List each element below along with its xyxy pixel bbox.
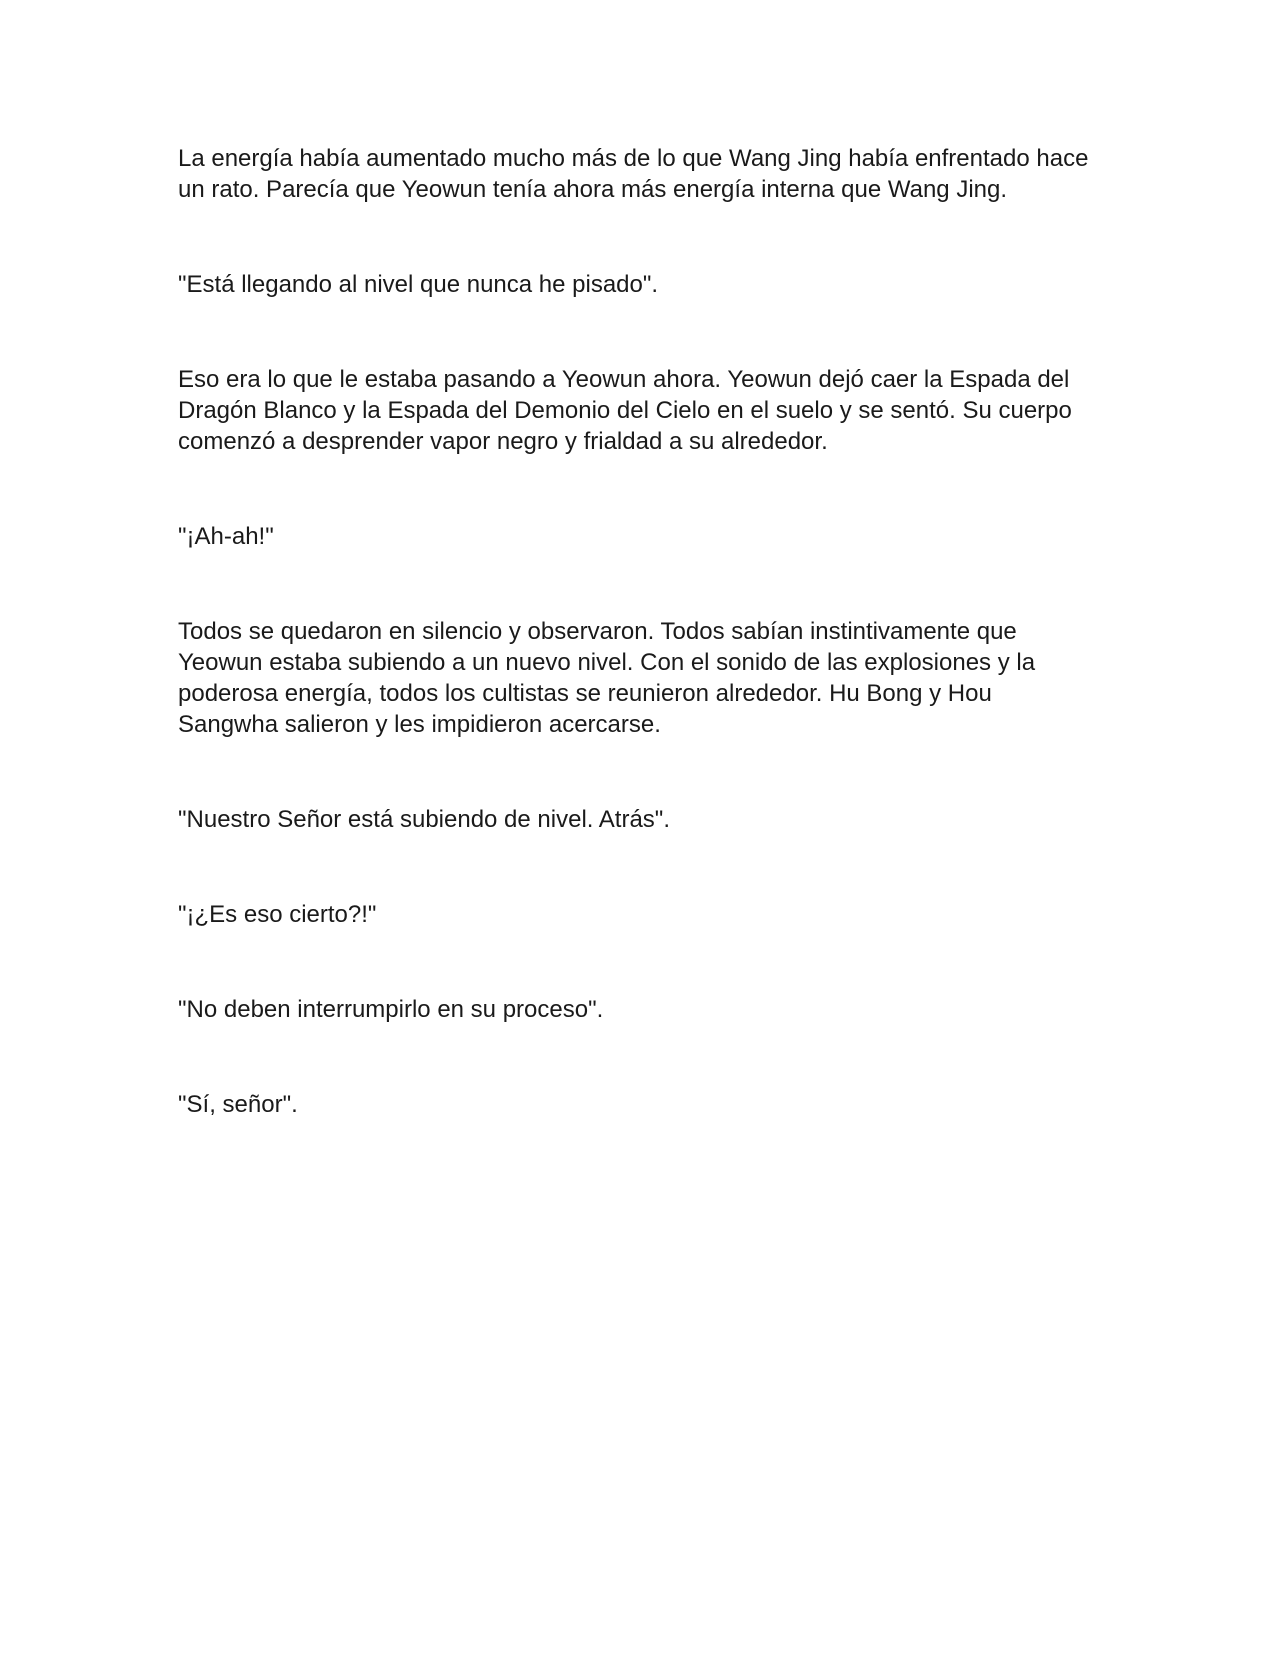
paragraph: "No deben interrumpirlo en su proceso". — [178, 996, 604, 1023]
paragraph: "Sí, señor". — [178, 1091, 298, 1118]
paragraph: "Está llegando al nivel que nunca he pisado". — [178, 271, 659, 298]
paragraph: "¡Ah-ah!" — [178, 523, 274, 550]
paragraph: "Nuestro Señor está subiendo de nivel. Atrás". — [178, 806, 670, 833]
paragraph: Eso era lo que le estaba pasando a Yeowun ahora. Yeowun dejó caer la Espada del Dragón Blanco y la Espada del Demonio del Cielo en el suelo y se sentó. Su cuerpo comenzó a desprender vapor negro y frialdad a su alrededor. — [178, 366, 1072, 455]
paragraph: "¡¿Es eso cierto?!" — [178, 901, 377, 928]
paragraph: La energía había aumentado mucho más de lo que Wang Jing había enfrentado hace un rato. Parecía que Yeowun tenía ahora más energía interna que Wang Jing. — [178, 145, 1089, 203]
paragraph: Todos se quedaron en silencio y observaron. Todos sabían instintivamente que Yeowun estaba subiendo a un nuevo nivel. Con el sonido de las explosiones y la poderosa energía, todos los cultistas se reunieron alrededor. Hu Bong y Hou Sangwha salieron y les impidieron acercarse. — [178, 618, 1036, 738]
document-body — [178, 143, 1098, 1184]
